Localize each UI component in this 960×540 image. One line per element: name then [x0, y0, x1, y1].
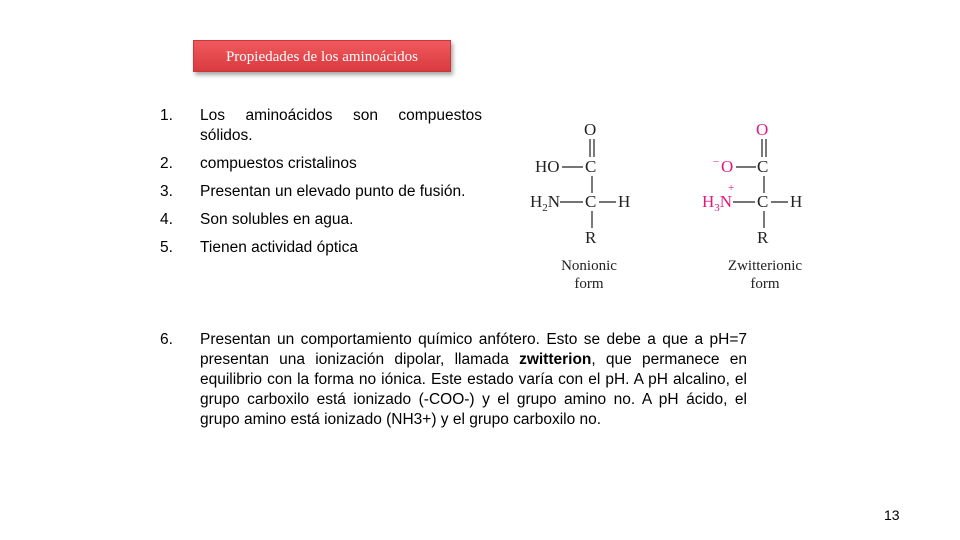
list-item: [160, 154, 482, 174]
ammonium-charge: +: [728, 182, 735, 194]
list-item: [160, 238, 482, 258]
carbonyl-carbon-label: C: [757, 157, 769, 176]
page-number: 13: [884, 507, 900, 523]
list-number: 2.: [160, 155, 173, 172]
properties-list: [160, 106, 482, 266]
oxygen-label: O: [584, 120, 597, 139]
r-group-label: R: [585, 228, 597, 247]
list-number: 4.: [160, 211, 173, 228]
slide-title: Propiedades de los aminoácidos: [193, 40, 451, 72]
list-item-amphoteric: [160, 330, 747, 430]
carbonyl-carbon-label: C: [585, 157, 597, 176]
amphoteric-text-start: Presentan un comportamiento químico anfótero. Esto se debe a que a pH=7 presentan una ionización dipolar, llamada: [200, 331, 747, 368]
list-item: [160, 106, 482, 146]
nonionic-caption-form: form: [574, 276, 604, 292]
nonionic-structure: [530, 120, 630, 292]
zwitterionic-structure: [702, 120, 802, 292]
zwitterion-term: zwitterion: [519, 351, 592, 368]
list-item: [160, 182, 482, 202]
list-text: Tienen actividad óptica: [200, 239, 358, 256]
hydrogen-label: H: [618, 192, 631, 211]
hydroxyl-label: HO: [535, 157, 560, 176]
list-text: Presentan un elevado punto de fusión.: [200, 183, 466, 200]
list-text: compuestos cristalinos: [200, 155, 357, 172]
zwitterionic-caption-form: form: [750, 276, 780, 292]
list-text: [200, 330, 747, 430]
list-item: [160, 210, 482, 230]
ammonium-label: $H_3N$: [702, 192, 733, 214]
amine-h-label: $H_2N$: [530, 192, 561, 214]
amino-acid-structures-figure: [520, 115, 840, 300]
list-text: Son solubles en agua.: [200, 211, 354, 228]
list-number: 1.: [160, 107, 173, 124]
list-number: 6.: [160, 331, 173, 348]
hydrogen-label: H: [790, 192, 803, 211]
r-group-label: R: [757, 228, 769, 247]
oxygen-label: O: [756, 120, 769, 139]
zwitterionic-caption: Zwitterionic: [727, 258, 803, 274]
list-text: Los aminoácidos son compuestos sólidos.: [200, 107, 482, 144]
list-number: 5.: [160, 239, 173, 256]
list-number: 3.: [160, 183, 173, 200]
amphoteric-text-end: , que permanece en equilibrio con la forma no iónica. Este estado varía con el pH. A pH alcalino, el grupo carboxilo está ionizado (-COO-) y el grupo amino no. A pH ácido, el grupo amino está ionizado (NH3+) y el grupo carboxilo no.: [200, 351, 747, 428]
alpha-carbon-label: C: [757, 192, 769, 211]
nonionic-caption: Nonionic: [561, 258, 617, 274]
alpha-carbon-label: C: [585, 192, 597, 211]
carboxylate-oxygen-label: O: [721, 157, 734, 176]
carboxylate-charge: −: [713, 156, 720, 168]
